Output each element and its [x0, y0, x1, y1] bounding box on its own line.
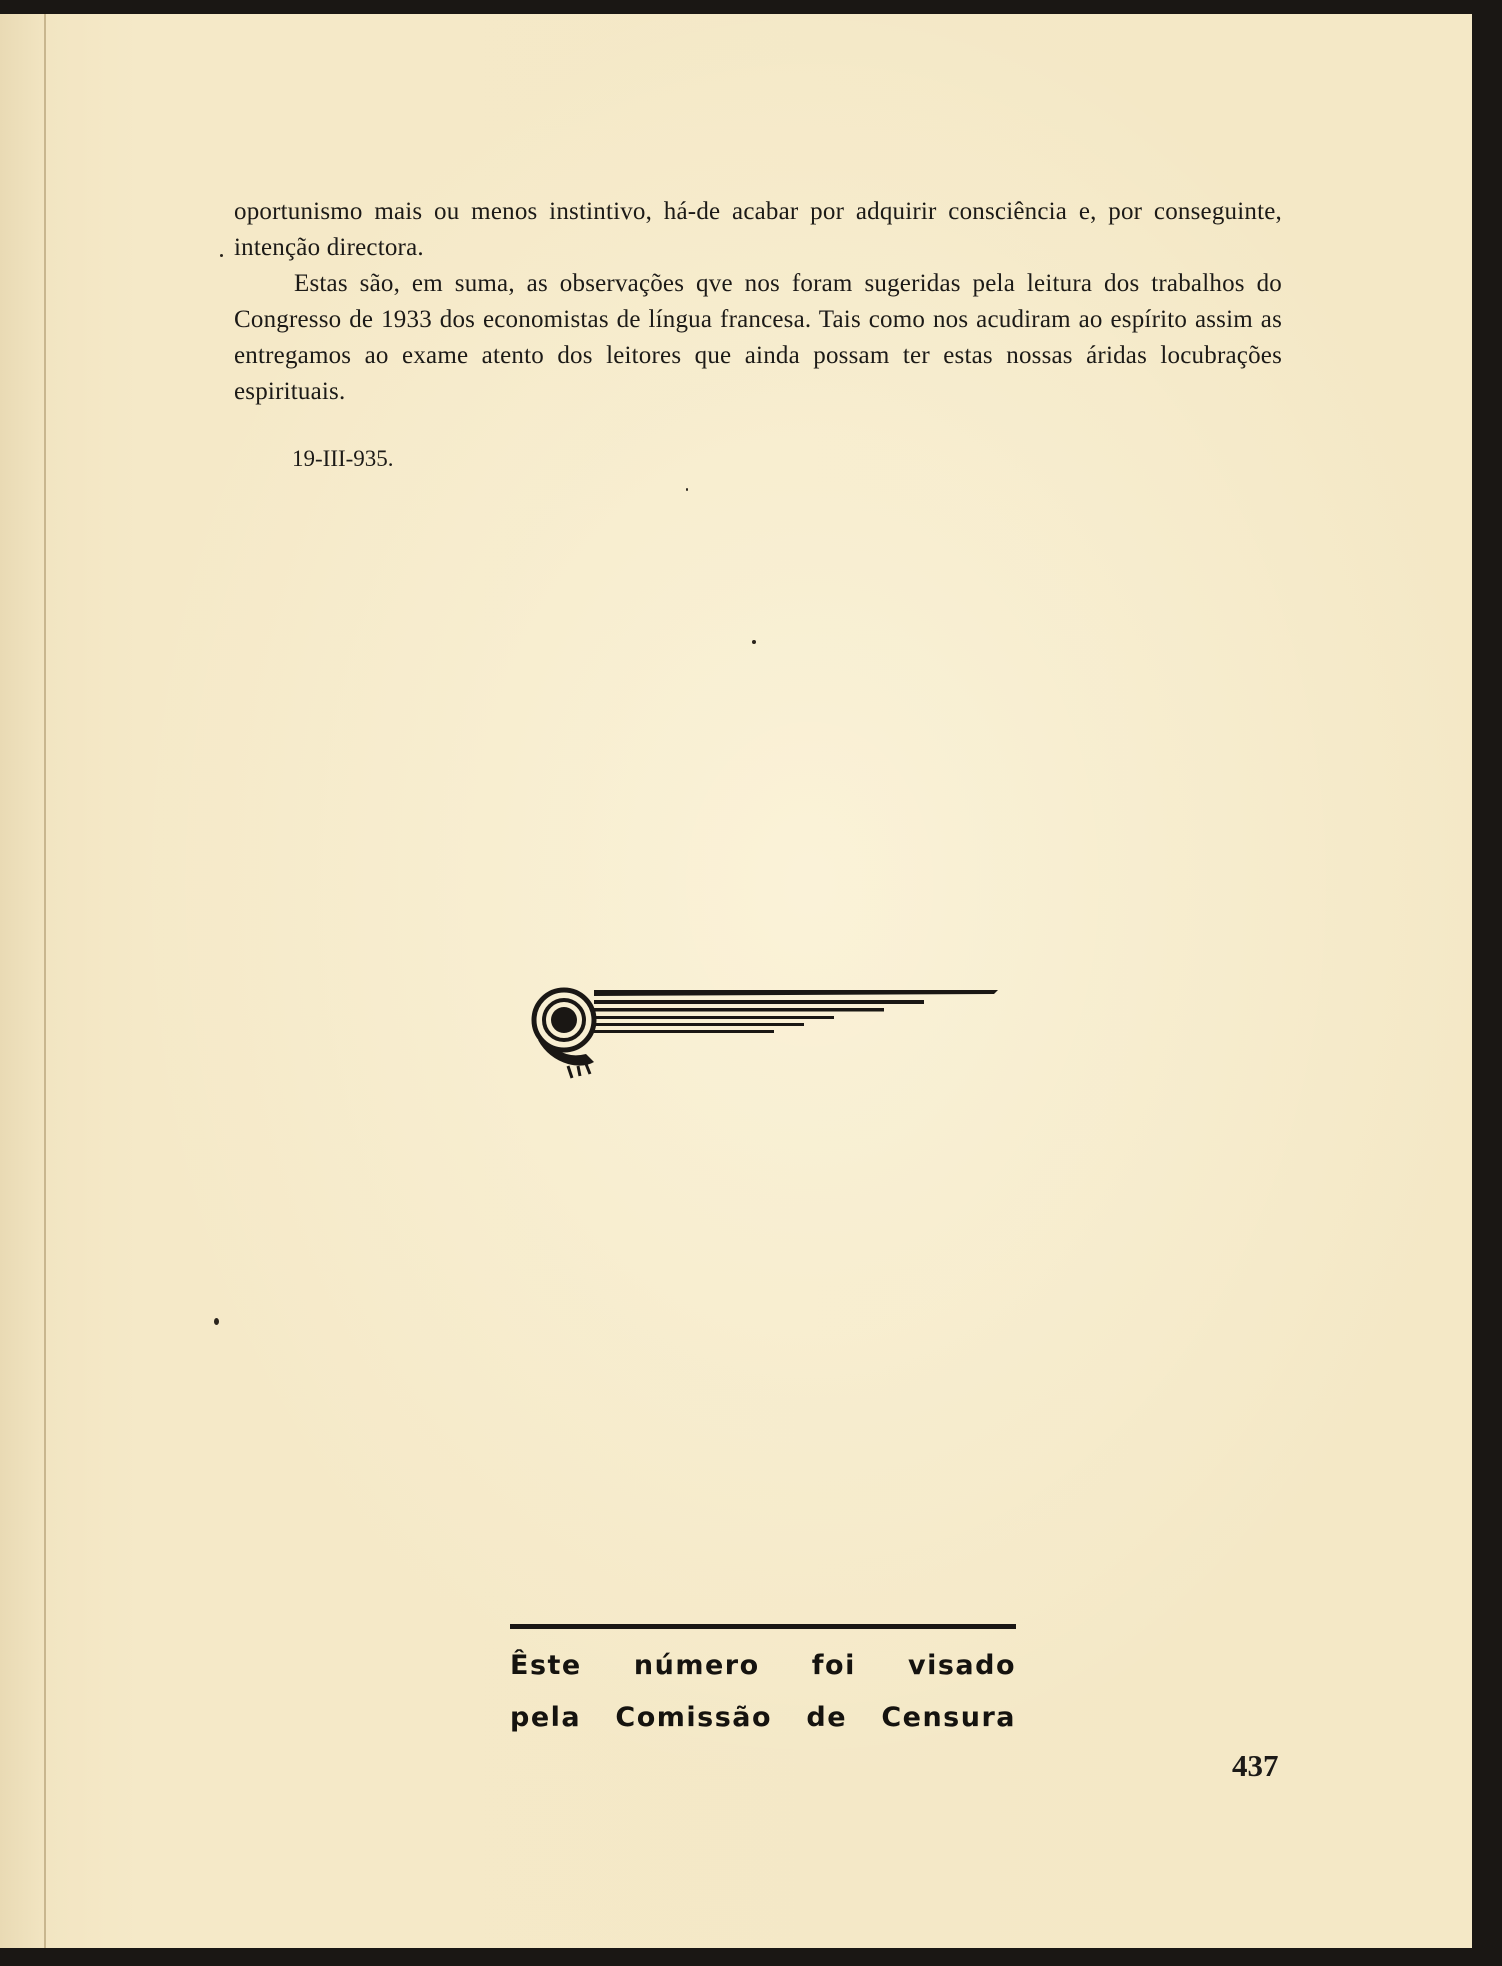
censorship-notice-line-1: Êste número foi visado	[510, 1650, 1016, 1681]
censorship-rule	[510, 1624, 1016, 1629]
page-gutter-line	[44, 14, 46, 1948]
ink-speck	[686, 488, 688, 491]
date-line: 19-III-935.	[292, 446, 394, 471]
ink-speck	[752, 640, 756, 644]
page-number: 437	[1232, 1748, 1279, 1783]
ink-speck	[214, 1318, 219, 1325]
censorship-notice-line-2: pela Comissão de Censura	[510, 1702, 1016, 1733]
paragraph-1: oportunismo mais ou menos instintivo, há-de acabar por adquirir consciência e, por conseguinte, intenção directora.	[234, 198, 1282, 261]
ink-speck	[220, 254, 223, 257]
winged-emblem-icon	[528, 978, 1002, 1088]
body-text	[234, 194, 1282, 410]
paragraph-2: Estas são, em suma, as observações qve nos foram sugeridas pela leitura dos trabalhos do Congresso de 1933 dos economistas de língua francesa. Tais como nos acudiram ao espírito assim as entregamos ao exame atento dos leitores que ainda possam ter estas nossas áridas locubrações espirituais.	[234, 270, 1282, 405]
